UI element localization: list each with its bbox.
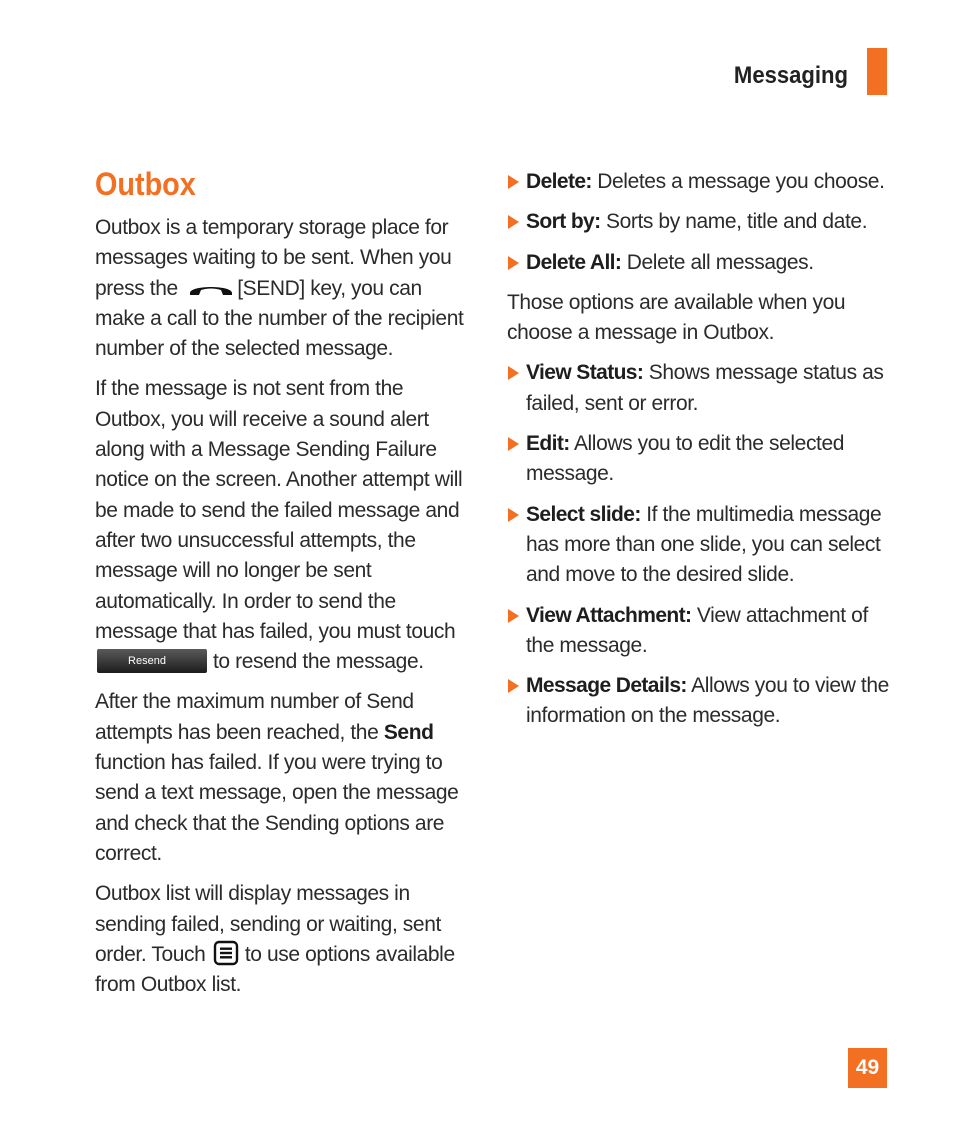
option-description: Deletes a message you choose. [597,170,885,193]
option-item-select-slide [507,500,895,591]
page-number: 49 [848,1048,887,1088]
option-term: View Status: [526,361,644,385]
bullet-arrow-icon [508,366,519,380]
intro-text-after-icon: [SEND] key, you can make a call to the number of the recipient number of the selected message. [95,276,464,361]
max-attempts-text-before: After the maximum number of Send attempts has been reached, the [95,690,414,744]
paragraph-outbox-list [95,879,475,1000]
send-term: Send [383,720,434,744]
option-item-delete [507,167,895,197]
paragraph-intro [95,213,475,364]
section-title: Messaging [733,62,848,89]
outbox-list-text-before-icon: Outbox list will display messages in sending failed, sending or waiting, sent order. Touch [95,882,441,966]
right-column [507,167,895,742]
option-term: Delete All: [526,250,622,274]
intro-text-before-icon: Outbox is a temporary storage place for messages waiting to be sent. When you press the [95,216,452,300]
option-description: Delete all messages. [626,250,814,274]
option-term: Delete: [526,170,592,193]
bullet-arrow-icon [508,437,519,451]
left-column [95,213,475,1011]
option-description: Allows you to edit the selected message. [526,432,845,486]
paragraph-failure [95,374,475,677]
option-term: Sort by: [526,210,601,234]
max-attempts-text-after: function has failed. If you were trying to send a text message, open the message and check that the Sending options are correct. [95,751,459,865]
option-item-sort-by [507,207,895,237]
option-description: If the multimedia message has more than one slide, you can select and move to the desired slide. [526,502,882,587]
bullet-arrow-icon [508,215,519,229]
option-item-message-details [507,671,895,732]
paragraph-max-attempts [95,687,475,869]
option-description: Sorts by name, title and date. [605,210,868,234]
option-term: Select slide: [526,502,641,526]
section-tab-marker [867,48,887,95]
outbox-list-text-after-icon: to use options available from Outbox list. [95,942,455,997]
bullet-arrow-icon [508,256,519,270]
option-item-edit [507,429,895,490]
bullet-arrow-icon [508,175,519,189]
option-item-delete-all [507,248,895,278]
option-item-view-attachment [507,601,895,662]
option-description: Allows you to view the information on the message. [526,674,889,728]
option-term: Message Details: [526,674,687,698]
option-description: Shows message status as failed, sent or error. [526,361,884,415]
option-item-view-status [507,358,895,419]
failure-text-after-button: to resend the message. [213,650,424,674]
bullet-arrow-icon [508,508,519,522]
page-title: Outbox [95,166,196,202]
option-description: View attachment of the message. [526,603,868,657]
option-term: Edit: [526,432,570,456]
bullet-arrow-icon [508,679,519,693]
options-note: Those options are available when you choose a message in Outbox. [507,290,846,345]
resend-button[interactable]: Resend [97,649,207,673]
option-term: View Attachment: [526,603,692,627]
menu-icon [213,940,239,966]
failure-text-before-button: If the message is not sent from the Outbox, you will receive a sound alert along with a Message Sending Failure notice on the screen. Another attempt will be made to send the failed message and after two unsuccessful attempts, the message will no longer be sent automatically. In order to send the message that has failed, you must touch [95,377,463,643]
bullet-arrow-icon [508,609,519,623]
phone-send-icon [187,278,235,300]
